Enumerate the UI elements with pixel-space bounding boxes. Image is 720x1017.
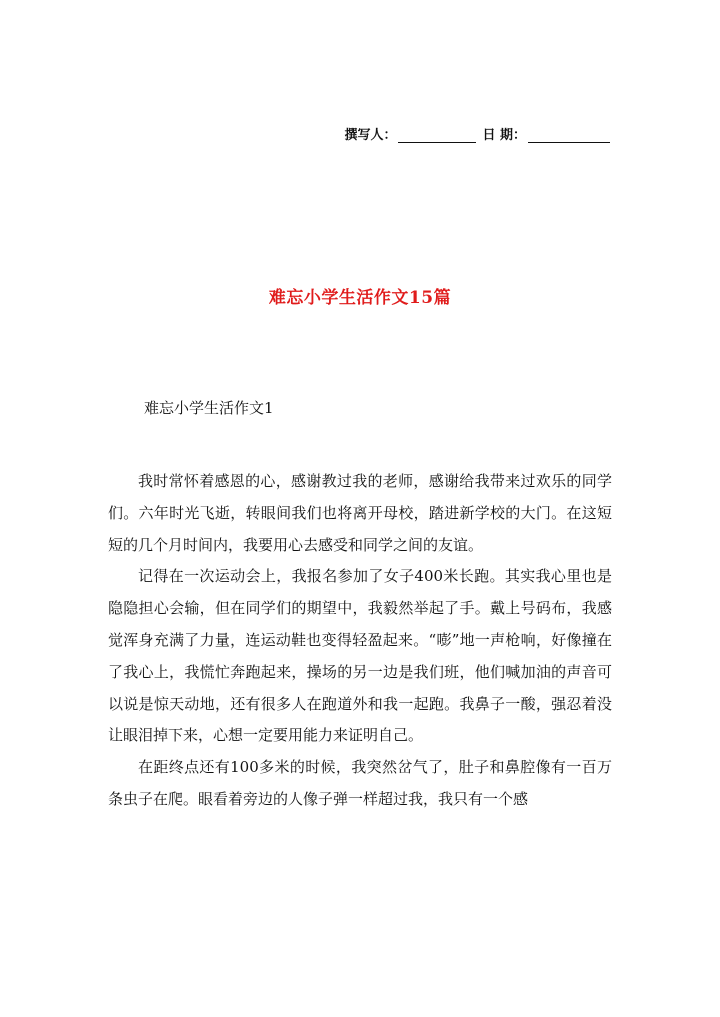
document-title: 难忘小学生活作文15篇 (268, 288, 452, 308)
essay-body (108, 466, 612, 816)
header-fields (344, 124, 612, 143)
paragraph: 记得在一次运动会上，我报名参加了女子400米长跑。其实我心里也是隐隐担心会输，但在同学们的期望中，我毅然举起了手。戴上号码布，我感觉浑身充满了力量，连运动鞋也变得轻盈起来。“嘭”地一声枪响，好像撞在了我心上，我慌忙奔跑起来，操场的另一边是我们班，他们喊加油的声音可以说是惊天动地，还有很多人在跑道外和我一起跑。我鼻子一酸，强忍着没让眼泪掉下来，心想一定要用能力来证明自己。 (108, 567, 612, 745)
essay-subtitle: 难忘小学生活作文1 (144, 399, 274, 417)
paragraph: 我时常怀着感恩的心，感谢教过我的老师，感谢给我带来过欢乐的同学们。六年时光飞逝，转眼间我们也将离开母校，踏进新学校的大门。在这短短的几个月时间内，我要用心去感受和同学之间的友谊。 (108, 472, 612, 554)
author-blank (398, 128, 476, 143)
author-label: 撰写人： (344, 128, 397, 143)
date-label: 日 期： (482, 128, 526, 143)
date-blank (528, 128, 610, 143)
paragraph: 在距终点还有100多米的时候，我突然岔气了，肚子和鼻腔像有一百万条虫子在爬。眼看着旁边的人像子弹一样超过我，我只有一个感 (108, 758, 612, 808)
